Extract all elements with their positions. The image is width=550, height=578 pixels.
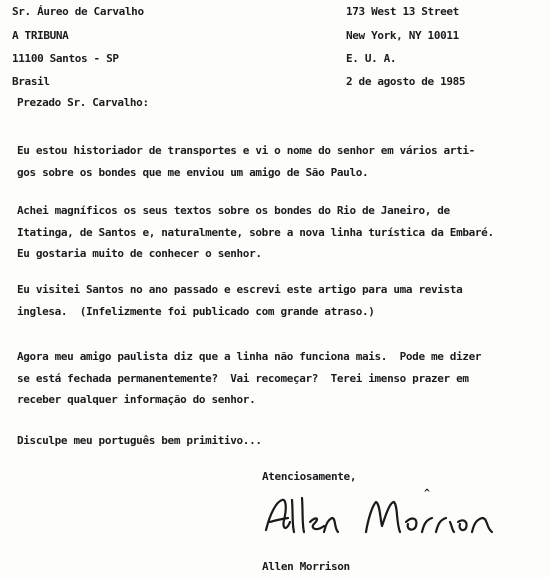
letter-date: 2 de agosto de 1985 xyxy=(346,75,466,88)
sender-country: E. U. A. xyxy=(346,52,397,65)
paragraph-1-line-1: Eu estou historiador de transportes e vi o nome do senhor em vários arti- xyxy=(17,144,475,157)
paragraph-2-line-1: Achei magníficos os seus textos sobre os bondes do Rio de Janeiro, de xyxy=(17,204,450,217)
recipient-organization: A TRIBUNA xyxy=(12,29,69,42)
salutation: Prezado Sr. Carvalho: xyxy=(17,96,149,109)
recipient-city: 11100 Santos - SP xyxy=(12,52,119,65)
paragraph-3-line-1: Eu visitei Santos no ano passado e escrevi este artigo para uma revista xyxy=(17,283,463,296)
paragraph-2-line-3: Eu gostaria muito de conhecer o senhor. xyxy=(17,247,262,260)
sender-city: New York, NY 10011 xyxy=(346,29,459,42)
paragraph-2-line-2: Itatinga, de Santos e, naturalmente, sobre a nova linha turística da Embaré. xyxy=(17,226,494,239)
recipient-country: Brasil xyxy=(12,75,50,88)
sender-street: 173 West 13 Street xyxy=(346,5,459,18)
handwritten-signature xyxy=(262,492,497,540)
recipient-name: Sr. Áureo de Carvalho xyxy=(12,5,144,18)
paragraph-4-line-2: se está fechada permanentemente? Vai recomeçar? Terei imenso prazer em xyxy=(17,372,469,385)
signature-mark: ^ xyxy=(424,488,430,499)
paragraph-5-line-1: Disculpe meu português bem primitivo... xyxy=(17,434,262,447)
paragraph-4-line-1: Agora meu amigo paulista diz que a linha não funciona mais. Pode me dizer xyxy=(17,350,482,363)
paragraph-4-line-3: receber qualquer informação do senhor. xyxy=(17,393,256,406)
closing: Atenciosamente, xyxy=(262,470,357,483)
paragraph-3-line-2: inglesa. (Infelizmente foi publicado com grande atraso.) xyxy=(17,305,375,318)
paragraph-1-line-2: gos sobre os bondes que me enviou um amigo de São Paulo. xyxy=(17,166,369,179)
signer-name: Allen Morrison xyxy=(262,560,350,573)
